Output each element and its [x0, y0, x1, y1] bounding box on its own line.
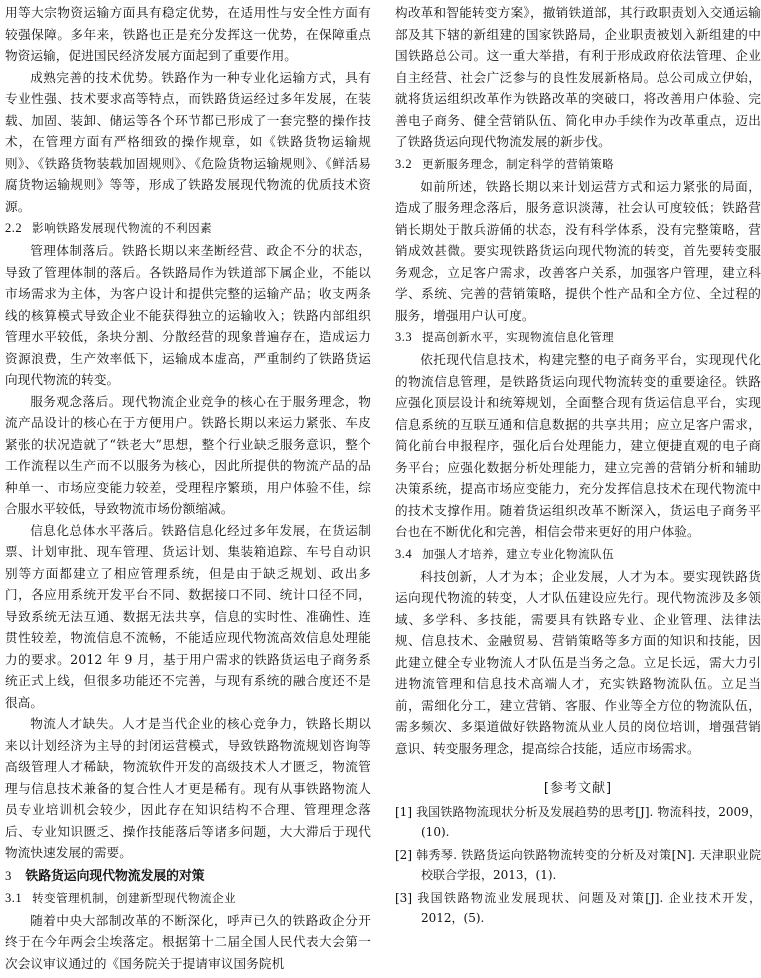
paragraph: 随着中央大部制改革的不断深化，呼声已久的铁路政企分开终于在今年两会尘埃落定。根据第十二届全国人民代表大会第一次会议审议通过的《国务院关于提请审议国务院机 [5, 912, 371, 971]
subsection-heading-3-3 [395, 327, 761, 347]
paragraph: 管理体制落后。铁路长期以来垄断经营、政企不分的状态，导致了管理体制的落后。各铁路局作为铁道部下属企业，不能以市场需求为主体，为客户设计和提供完整的运输产品；收支两条线的核算模式导致企业不能获得独立的运输收入；铁路内部组织管理水平较低，条块分割、分散经营的现象普遍存在，造成运力资源浪费，生产效率低下，运输成本虚高，严重制约了铁路货运向现代物流的转变。 [5, 243, 371, 387]
section-title: 提高创新水平，实现物流信息化管理 [422, 330, 615, 344]
right-column [395, 2, 761, 932]
paragraph: 用等大宗物资运输方面具有稳定优势，在适用性与安全性方面有较强保障。多年来，铁路也正是充分发挥这一优势，在保障重点物资运输，促进国民经济发展方面起到了重要作用。 [5, 5, 371, 63]
paragraph: 科技创新，人才为本；企业发展，人才为本。要实现铁路货运向现代物流的转变，人才队伍建设应先行。现代物流涉及多领域、多学科、多技能，需要具有铁路专业、企业管理、法律法规、信息技术、金融贸易、营销策略等多方面的知识和技能，因此建立健全专业物流人才队伍是当务之急。立足长远，需大力引进物流管理和信息技术高端人才，充实铁路物流队伍。立足当前，需细化分工，建立营销、客服、作业等全方位的物流队伍，需多频次、多渠道做好铁路物流从业人员的岗位培训，增强营销意识、转变服务理念，提高综合技能，适应市场需求。 [395, 568, 761, 756]
paragraph: 构改革和智能转变方案》，撤销铁道部，其行政职责划入交通运输部及其下辖的新组建的国家铁路局，企业职责被划入新组建的中国铁路总公司。这一重大举措，有利于形成政府依法管理、企业自主经营、社会广泛参与的良性发展新格局。总公司成立伊始，就将货运组织改革作为铁路改革的突破口，将改善用户体验、完善电子商务、健全营销队伍、简化申办手续作为改革重点，迈出了铁路货运向现代物流发展的新步伐。 [395, 5, 761, 149]
subsection-heading-3-2 [395, 154, 761, 174]
subsection-heading-3-4 [395, 544, 761, 564]
section-number: 3.1 [5, 890, 23, 905]
section-title: 转变管理机制，创建新型现代物流企业 [32, 890, 237, 905]
paragraph: 信息化总体水平落后。铁路信息化经过多年发展，在货运制票、计划审批、现车管理、货运计划、集装箱追踪、车号自动识别等方面都建立了相应管理系统，但是由于缺乏规划、政出多门，各应用系统开发平台不同、数据接口不同、统计口径不同，导致系统无法互通、数据无法共享，信息的实时性、准确性、连贯性较差，物流信息不流畅，不能适应现代物流高效信息处理能力的要求。2012 年 9 月，基于用户需求的铁路货运电子商务系统正式上线，但很多功能还不完善，与现有系统的融合度还不是很高。 [5, 522, 371, 710]
paragraph: 如前所述，铁路长期以来计划运营方式和运力紧张的局面，造成了服务理念落后，服务意识淡薄，社会认可度较低；铁路营销长期处于散兵游俑的状态，没有科学体系，没有完整策略，营销成效甚微。要实现铁路货运向现代物流的转变，首先要转变服务观念，立足客户需求，改善客户关系，加强客户管理，建立科学、系统、完善的营销策略，提供个性产品和全方位、全过程的服务，增强用户认可度。 [395, 178, 761, 323]
section-number: 3.2 [395, 156, 413, 171]
paragraph: 服务观念落后。现代物流企业竞争的核心在于服务理念，物流产品设计的核心在于方便用户。铁路长期以来运力紧张、车皮紧张的状况造就了“铁老大”思想，整个行业缺乏服务意识，整个工作流程以生产而不以服务为核心，因此所提供的物流产品的品种单一、市场应变能力较差，受理程序繁琐，用户体验不佳，综合服水平较低，导致物流市场份额缩减。 [5, 393, 371, 516]
reference-item: [2] 韩秀琴. 铁路货运向铁路物流转变的分析及对策[N]. 天津职业院校联合学报，2013，(1). [395, 848, 761, 882]
reference-item: [1] 我国铁路物流现状分析及发展趋势的思考[J]. 物流科技，2009，(10). [395, 805, 761, 839]
section-title: 铁路货运向现代物流发展的对策 [25, 868, 205, 884]
left-column [5, 2, 371, 974]
section-number: 3.4 [395, 546, 413, 561]
reference-item: [3] 我国铁路物流业发展现状、问题及对策[J]. 企业技术开发，2012，(5). [395, 891, 761, 925]
paragraph: 依托现代信息技术，构建完整的电子商务平台，实现现代化的物流信息管理，是铁路货运向现代物流转变的重要途径。铁路应强化顶层设计和统筹规划，全面整合现有货运信息平台，实现信息系统的互联互通和信息数据的共享共用；应立足客户需求，简化前台申报程序，强化后台处理能力，建立便捷直观的电子商务平台；应强化数据分析处理能力，建立完善的营销分析和辅助决策系统，提高市场应变能力，充分发挥信息技术在现代物流中的技术支撑作用。随着货运组织改革不断深入，货运电子商务平台也在不断优化和完善，相信会带来更好的用户体验。 [395, 352, 761, 539]
references-heading: [参考文献] [543, 781, 613, 796]
paragraph: 成熟完善的技术优势。铁路作为一种专业化运输方式，具有专业性强、技术要求高等特点，而铁路货运经过多年发展，在装载、加固、装卸、储运等各个环节都已形成了一套完整的操作技术，在管理方面有严格细致的操作规章，如《铁路货物运输规则》、《铁路货物装载加固规则》、《危险货物运输规则》、《鲜活易腐货物运输规则》等等，形成了铁路发展现代物流的优质技术资源。 [5, 69, 371, 214]
section-number: 3 [5, 868, 12, 883]
subsection-heading-2-2 [5, 218, 371, 238]
section-title: 加强人才培养，建立专业化物流队伍 [422, 546, 615, 561]
section-number: 2.2 [5, 221, 23, 235]
paragraph: 物流人才缺失。人才是当代企业的核心竞争力，铁路长期以来以计划经济为主导的封闭运营模式，导致铁路物流规划咨询等高级管理人才稀缺，物流软件开发的高级技术人才匮乏，物流管理与信息技术兼备的复合性人才更是稀有。现有从事铁路物流人员专业培训机会较少，因此存在知识结构不合理、管理理念落后、专业知识匮乏、操作技能落后等诸多问题，大大滞后于现代物流快速发展的需要。 [5, 716, 371, 860]
section-title: 影响铁路发展现代物流的不利因素 [32, 221, 213, 235]
section-number: 3.3 [395, 330, 413, 344]
section-heading-3 [5, 866, 371, 887]
section-title: 更新服务理念，制定科学的营销策略 [422, 156, 615, 171]
subsection-heading-3-1 [5, 888, 371, 908]
